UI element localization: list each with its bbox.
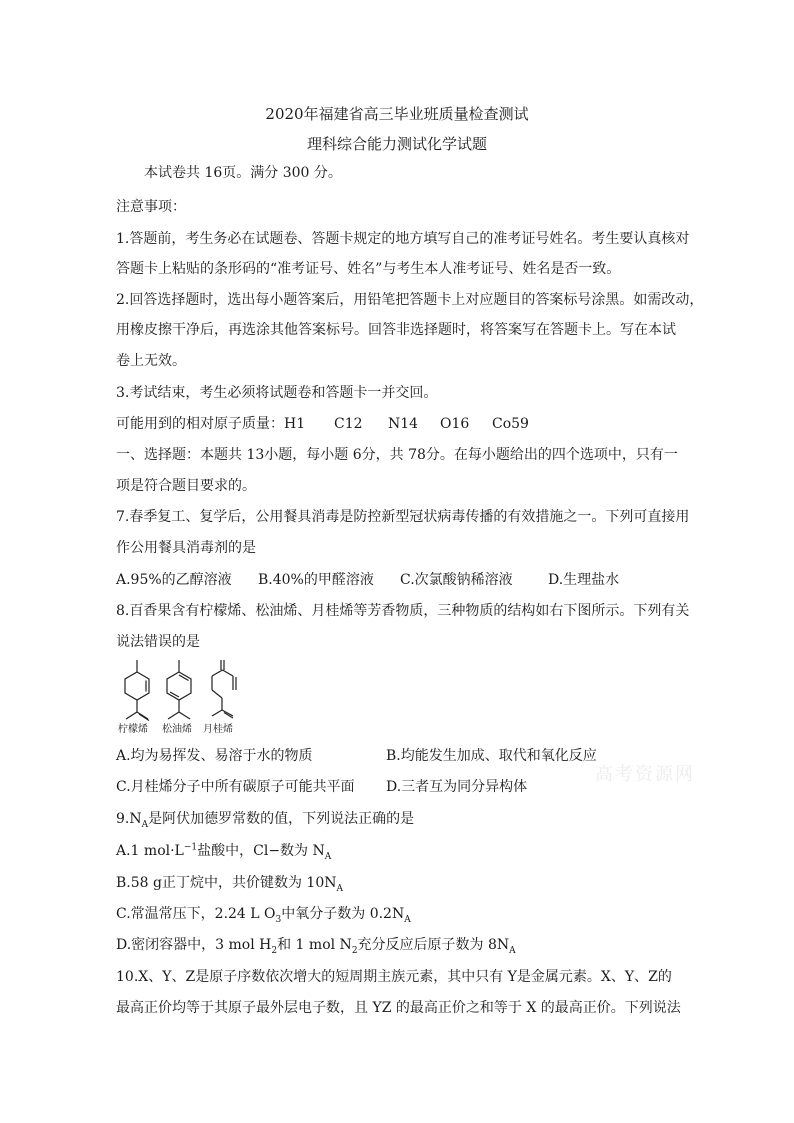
myrcene-label: 月桂烯 [203,724,233,735]
q8-stem-line-1: 8.百香果含有柠檬烯、松油烯、月桂烯等芳香物质，三种物质的结构如右下图所示。下列有关 [116,603,690,619]
q9-option-a-part: A.1 mol·L [116,843,184,859]
atomic-mass-n: N14 [388,416,419,432]
atomic-masses-line [116,414,686,434]
q7-option-d: D.生理盐水 [548,572,620,588]
limonene-structure [125,660,149,721]
intro-text: 本试卷共 16页。满分 300 分。 [144,165,342,181]
q9-option-d [116,935,686,955]
notice-item-2-line-3: 卷上无效。 [116,353,186,369]
q8-option-a: A.均为易挥发、易溶于水的物质 [116,748,313,764]
q9-option-b [116,873,686,893]
q9-option-c [116,904,686,924]
notice-heading: 注意事项： [116,199,186,215]
atomic-mass-o: O16 [440,416,470,432]
q9-option-c-sub: A [404,914,411,925]
q10-stem-line-2: 最高正价均等于其原子最外层电子数，且 YZ 的最高正价之和等于 X 的最高正价。下列说法 [116,1000,681,1016]
q9-option-d-sub: 2 [271,945,278,956]
terpinene-structure [167,660,191,719]
notice-item-2-line-1: 2.回答选择题时，选出每小题答案后，用铅笔把答题卡上对应题目的答案标号涂黑。如需改动， [116,292,704,308]
q9-stem-part: 9.N [116,811,142,827]
q7-stem-line-2: 作公用餐具消毒剂的是 [116,540,256,556]
notice-item-2-line-2: 用橡皮擦干净后，再选涂其他答案标号。回答非选择题时，将答案写在答题卡上。写在本试 [116,322,676,338]
limonene-label: 柠檬烯 [118,724,148,735]
atomic-mass-c: C12 [334,416,363,432]
q9-option-b-sub: A [336,883,343,894]
exam-title: 2020年福建省高三毕业班质量检查测试 [265,105,529,123]
q9-option-c-sub: 3 [275,914,282,925]
exam-subtitle: 理科综合能力测试化学试题 [306,135,487,153]
section1-line-2: 项是符合题目要求的。 [116,478,256,494]
q9-option-a-sup: −1 [183,842,198,853]
q8-option-c: C.月桂烯分子中所有碳原子可能共平面 [116,779,355,795]
notice-item-1-line-2: 答题卡上粘贴的条形码的“准考证号、姓名”与考生本人准考证号、姓名是否一致。 [116,261,621,277]
q10-stem-line-1: 10.X、Y、Z是原子序数依次增大的短周期主族元素，其中只有 Y是金属元素。X、Y、Z的 [116,969,672,985]
q9-option-a [116,841,686,861]
q9-option-c-part: 中氧分子数为 0.2N [281,906,405,922]
q8-option-d: D.三者互为同分异构体 [386,779,528,795]
atomic-masses-label: 可能用到的相对原子质量： [116,416,284,432]
q9-option-d-part: 和 1 mol N [277,937,352,953]
q7-stem-line-1: 7.春季复工、复学后，公用餐具消毒是防控新型冠状病毒传播的有效措施之一。下列可直接用 [116,509,690,525]
q7-option-c: C.次氯酸钠稀溶液 [400,572,513,588]
myrcene-structure [212,660,236,718]
q9-option-d-part: D.密闭容器中，3 mol H [116,937,272,953]
notice-item-3: 3.考试结束，考生必须将试题卷和答题卡一并交回。 [116,385,438,401]
notice-item-1-line-1: 1.答题前，考生务必在试题卷、答题卡规定的地方填写自己的准考证号姓名。考生要认真核对 [116,231,690,247]
q9-option-d-part: 充分反应后原子数为 8N [357,937,510,953]
q7-option-a: A.95%的乙醇溶液 [116,572,232,588]
q9-option-c-part: C.常温常压下，2.24 L O [116,906,276,922]
q8-stem-line-2: 说法错误的是 [116,634,200,650]
q8-option-b: B.均能发生加成、取代和氧化反应 [386,748,597,764]
atomic-mass-h: H1 [284,416,306,432]
q9-option-a-sub: A [324,851,332,862]
q9-stem-part: 是阿伏加德罗常数的值，下列说法正确的是 [148,811,415,827]
q9-stem-sub: A [141,819,149,830]
q9-option-d-sub: A [509,945,516,956]
q9-option-d-sub: 2 [351,945,358,956]
q9-option-b-part: B.58 g正丁烷中，共价键数为 10N [116,875,337,891]
q9-stem [116,809,686,829]
terpinene-label: 松油烯 [162,724,192,735]
q9-option-a-part: 盐酸中，Cl−数为 N [197,843,325,859]
q7-option-b: B.40%的甲醛溶液 [258,572,374,588]
watermark: 高考资源网 [595,764,695,785]
atomic-mass-co: Co59 [492,416,529,432]
section1-line-1: 一、选择题：本题共 13小题，每小题 6分，共 78分。在每小题给出的四个选项中，只有一 [116,447,678,463]
